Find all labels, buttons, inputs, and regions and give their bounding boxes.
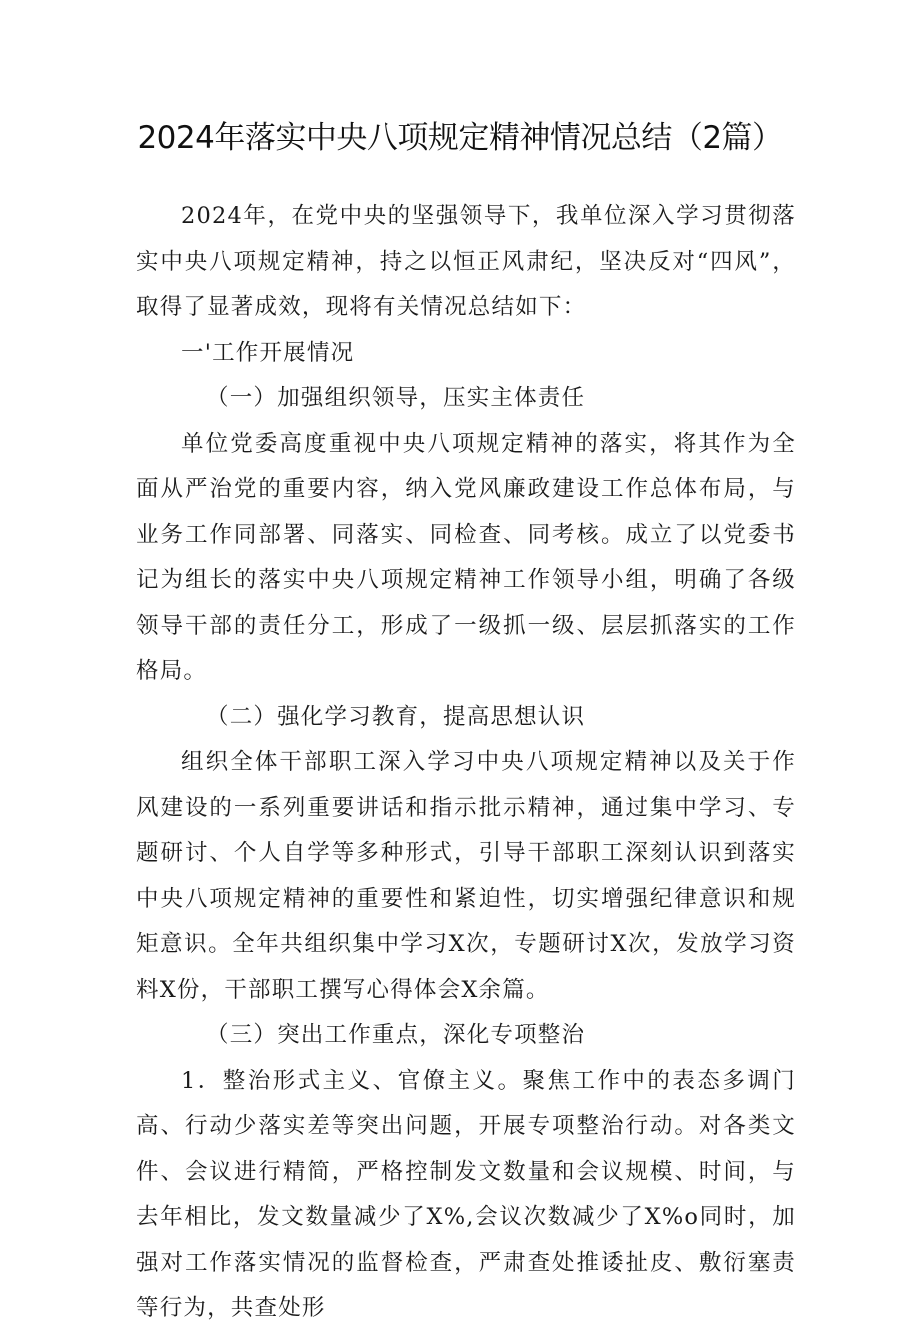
body-paragraph: 1．整治形式主义、官僚主义。聚焦工作中的表态多调门高、行动少落实差等突出问题，开展专项整治行动。对各类文件、会议进行精简，严格控制发文数量和会议规模、时间，与去年相比，发文数量减少了X%,会议次数减少了X%o同时，加强对工作落实情况的监督检查，严肃查处推诿扯皮、敷衍塞责等行为，共查处形 [136,1067,796,1321]
body-paragraph: 组织全体干部职工深入学习中央八项规定精神以及关于作风建设的一系列重要讲话和指示批示精神，通过集中学习、专题研讨、个人自学等多种形式，引导干部职工深刻认识到落实中央八项规定精神的重要性和紧迫性，切实增强纪律意识和规矩意识。全年共组织集中学习X次，专题研讨X次，发放学习资料X份，干部职工撰写心得体会X余篇。 [136,749,796,1003]
subsection-heading: （一）加强组织领导，压实主体责任 [206,385,586,411]
document-body [136,194,796,1332]
document-title: 2024年落实中央八项规定精神情况总结（2篇） [137,120,783,156]
section-heading: 一'工作开展情况 [181,339,355,366]
body-paragraph: 单位党委高度重视中央八项规定精神的落实，将其作为全面从严治党的重要内容，纳入党风廉政建设工作总体布局，与业务工作同部署、同落实、同检查、同考核。成立了以党委书记为组长的落实中央八项规定精神工作领导小组，明确了各级领导干部的责任分工，形成了一级抓一级、层层抓落实的工作格局。 [136,430,796,684]
subsection-heading: （三）突出工作重点，深化专项整治 [206,1022,586,1048]
subsection-heading: （二）强化学习教育，提高思想认识 [206,703,586,730]
intro-paragraph: 2024年，在党中央的坚强领导下，我单位深入学习贯彻落实中央八项规定精神，持之以恒正风肃纪，坚决反对“四风”，取得了显著成效，现将有关情况总结如下： [136,203,796,320]
